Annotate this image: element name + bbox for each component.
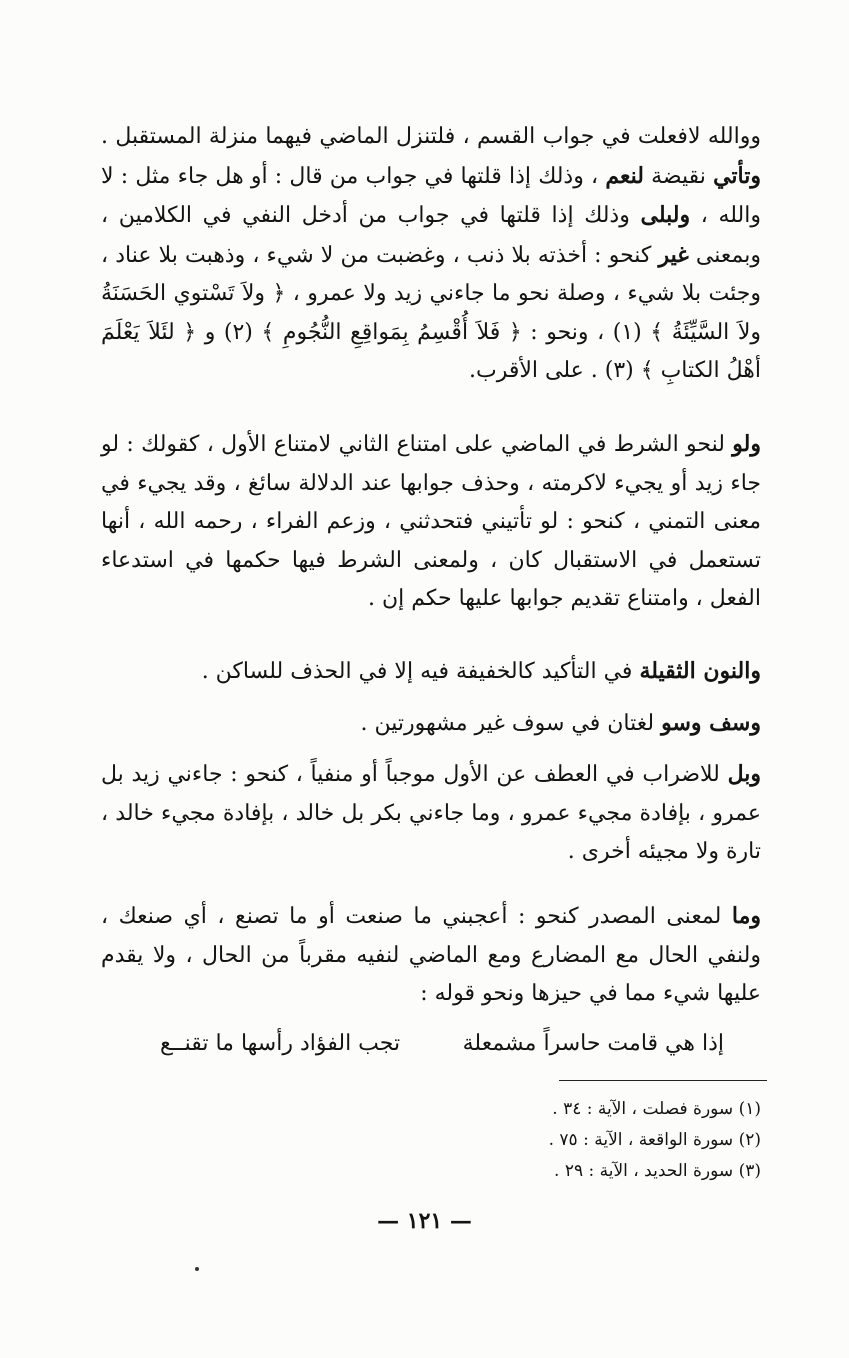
keyword: وما bbox=[731, 903, 761, 929]
paragraph-3 bbox=[101, 652, 761, 692]
text-segment: كنحو : أخذته بلا ذنب ، وغضبت من لا شيء ، وذهبت بلا عناد ، وجئت بلا شيء ، وصلة نحو ما جاءني زيد ولا عمرو ، ﴿ ولاَ تَسْتوي الحَسَنَةُ ولاَ السَّيِّئَةُ ﴾ (١) ، ونحو : ﴿ فَلاَ أُقْسِمُ بِمَواقِعِ النُّجُومِ ﴾ (٢) و ﴿ لئَلاَ يَعْلَمَ أهْلُ الكتابِ ﴾ (٣) . على الأقرب. bbox=[101, 242, 761, 383]
verse-hemistich-second: تجب الفؤاد رأسها ما تقنــع bbox=[160, 1031, 401, 1056]
keyword: غير bbox=[658, 241, 689, 268]
keyword: لنعم bbox=[605, 162, 644, 189]
paragraph-1 bbox=[101, 118, 761, 391]
text-segment: ووالله لافعلت في جواب القسم ، فلتنزل الماضي فيهما منزلة المستقبل . bbox=[101, 124, 761, 149]
footnote-2: (٢) سورة الواقعة ، الآية : ٧٥ . bbox=[548, 1130, 761, 1150]
keyword: والنون الثقيلة bbox=[639, 658, 761, 684]
footnotes bbox=[361, 1094, 761, 1187]
keyword: ولبلى bbox=[640, 202, 691, 228]
keyword: ولو bbox=[732, 431, 761, 457]
footnote-divider bbox=[559, 1080, 767, 1081]
page-number: — ١٢١ — bbox=[377, 1208, 472, 1234]
poetry-verse bbox=[124, 1024, 724, 1068]
text-segment: لنحو الشرط في الماضي على امتناع الثاني لامتناع الأول ، كقولك : لو جاء زيد أو يجيء لاكرمته ، وحذف جوابها عند الدلالة سائغ ، وقد يجيء في معنى التمني ، كنحو : لو تأتيني فتحدثني ، وزعم الفراء ، رحمه الله ، أنها تستعمل في الاستقبال كان ، ولمعنى الشرط فيها حكمها في استدعاء الفعل ، وامتناع تقديم جوابها عليها حكم إن . bbox=[101, 432, 761, 611]
footnote-1: (١) سورة فصلت ، الآية : ٣٤ . bbox=[552, 1099, 761, 1119]
text-segment: في التأكيد كالخفيفة فيه إلا في الحذف للساكن . bbox=[201, 659, 640, 684]
footnote-3: (٣) سورة الحديد ، الآية : ٢٩ . bbox=[554, 1161, 761, 1181]
speck-mark bbox=[195, 1267, 199, 1271]
keyword: وبل bbox=[727, 761, 761, 787]
paragraph-2 bbox=[101, 425, 761, 619]
text-segment: وذلك إذا قلتها في جواب من أدخل النفي في الكلامين ، وبمعنى bbox=[101, 203, 761, 268]
paragraph-6 bbox=[101, 897, 761, 1014]
keyword: وتأتي bbox=[713, 162, 761, 189]
text-segment: لغتان في سوف غير مشهورتين . bbox=[360, 711, 662, 736]
text-segment: ، وذلك إذا قلتها في جواب من قال : أو هل جاء مثل : لا والله ، bbox=[101, 163, 761, 228]
paragraph-5 bbox=[101, 755, 761, 872]
keyword: وسف وسو bbox=[661, 710, 761, 736]
text-segment: للاضراب في العطف عن الأول موجباً أو منفياً ، كنحو : جاءني زيد بل عمرو ، بإفادة مجيء عمرو ، وما جاءني بكر بل خالد ، بإفادة مجيء خالد ، تارة ولا مجيئه أخرى . bbox=[101, 762, 761, 864]
text-segment: لمعنى المصدر كنحو : أعجبني ما صنعت أو ما تصنع ، أي صنعك ، ولنفي الحال مع المضارع ومع الماضي لنفيه مقرباً من الحال ، ولا يقدم عليها شيء مما في حيزها ونحو قوله : bbox=[101, 904, 761, 1006]
verse-hemistich-first: إذا هي قامت حاسراً مشمعلة bbox=[462, 1031, 724, 1056]
paragraph-4 bbox=[101, 704, 761, 744]
text-segment: نقيضة bbox=[643, 163, 714, 189]
